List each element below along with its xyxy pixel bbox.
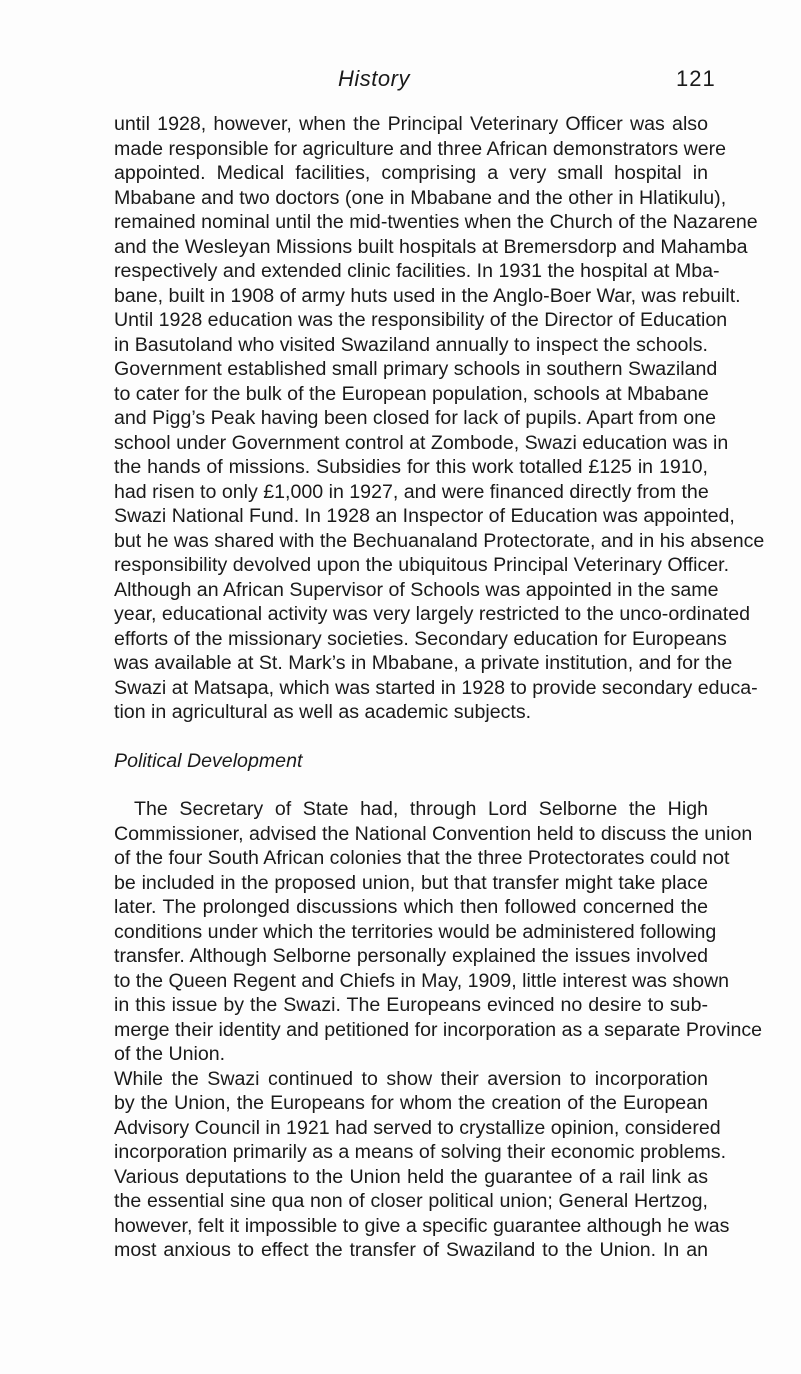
paragraph-political-development [114,797,763,1067]
text-line: Commissioner, advised the National Convention held to discuss the union [114,822,753,845]
text-line: of the Union. [114,1043,226,1065]
text-line: bane, built in 1908 of army huts used in the Anglo-Boer War, was rebuilt. [114,284,741,307]
text-line: to cater for the bulk of the European population, schools at Mbabane [114,382,709,405]
text-line: however, felt it impossible to give a specific guarantee although he was [114,1214,730,1237]
text-line: Government established small primary schools in southern Swaziland [114,358,718,380]
text-line: to the Queen Regent and Chiefs in May, 1909, little interest was shown [114,969,730,992]
text-line: of the four South African colonies that the three Protectorates could not [114,847,730,869]
text-line: incorporation primarily as a means of solving their economic problems. [114,1141,727,1163]
paragraph-incorporation [114,1067,730,1263]
running-head [0,66,801,96]
text-line: the essential sine qua non of closer political union; General Hertzog, [114,1190,708,1212]
text-line: Advisory Council in 1921 had served to crystallize opinion, considered [114,1116,721,1139]
text-line: Various deputations to the Union held the guarantee of a rail link as [114,1165,708,1188]
text-line: Although an African Supervisor of Schools was appointed in the same [114,578,719,601]
section-heading: Political Development [114,749,303,772]
text-line: school under Government control at Zombode, Swazi education was in [114,431,729,454]
text-line: until 1928, however, when the Principal Veterinary Officer was also [114,113,708,135]
text-line: most anxious to effect the transfer of Swaziland to the Union. In an [114,1239,708,1261]
running-title: History [338,66,410,91]
text-line: Until 1928 education was the responsibility of the Director of Education [114,309,728,331]
text-line: efforts of the missionary societies. Secondary education for Europeans [114,627,727,650]
text-line: by the Union, the Europeans for whom the creation of the European [114,1092,708,1114]
text-line: in this issue by the Swazi. The Europeans evinced no desire to sub- [114,994,708,1016]
text-line: remained nominal until the mid-twenties when the Church of the Nazarene [114,211,758,233]
text-line: in Basutoland who visited Swaziland annually to inspect the schools. [114,333,708,356]
text-line: While the Swazi continued to show their aversion to incorporation [114,1067,708,1090]
paragraph-education-health [114,112,765,725]
text-line: and the Wesleyan Missions built hospitals at Bremersdorp and Mahamba [114,235,748,258]
text-line: respectively and extended clinic facilities. In 1931 the hospital at Mba- [114,260,720,282]
page-number: 121 [676,66,716,91]
text-line: made responsible for agriculture and three African demonstrators were [114,137,727,160]
text-line: year, educational activity was very largely restricted to the unco-ordinated [114,603,751,625]
text-line: and Pigg’s Peak having been closed for lack of pupils. Apart from one [114,407,716,429]
text-line: transfer. Although Selborne personally explained the issues involved [114,945,708,967]
text-line: Mbabane and two doctors (one in Mbabane and the other in Hlatikulu), [114,186,727,209]
text-line: Swazi National Fund. In 1928 an Inspector of Education was appointed, [114,505,735,527]
text-line: The Secretary of State had, through Lord Selborne the High [134,798,708,820]
text-line: conditions under which the territories would be administered following [114,920,717,943]
text-line: was available at St. Mark’s in Mbabane, a private institution, and for the [114,652,733,674]
text-line: later. The prolonged discussions which then followed concerned the [114,896,708,918]
text-line: be included in the proposed union, but that transfer might take place [114,871,708,894]
text-line: appointed. Medical facilities, comprising a very small hospital in [114,162,708,184]
text-line: responsibility devolved upon the ubiquitous Principal Veterinary Officer. [114,554,730,576]
text-line: had risen to only £1,000 in 1927, and were financed directly from the [114,480,709,503]
text-line: the hands of missions. Subsidies for this work totalled £125 in 1910, [114,456,708,478]
text-line: merge their identity and petitioned for incorporation as a separate Province [114,1018,763,1041]
text-line: Swazi at Matsapa, which was started in 1928 to provide secondary educa- [114,676,758,699]
text-line: but he was shared with the Bechuanaland Protectorate, and in his absence [114,529,765,552]
text-line: tion in agricultural as well as academic subjects. [114,701,532,723]
body-text [114,112,765,1263]
